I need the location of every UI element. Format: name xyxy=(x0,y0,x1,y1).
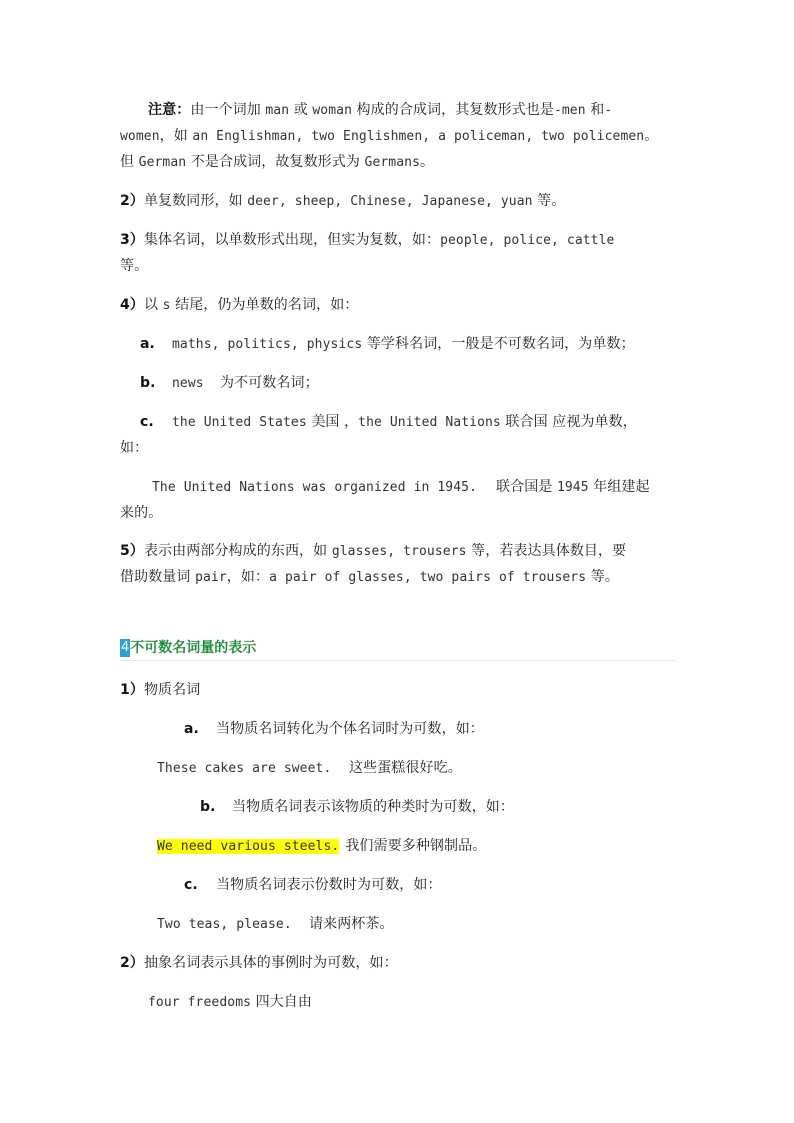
item-number: 4） xyxy=(120,297,144,313)
sec-item-1: 1）物质名词 xyxy=(120,682,201,698)
item-4-example: The United Nations was organized in 1945. 联合国是 1945 年组建起 xyxy=(152,479,650,495)
item-2: 2）单复数同形，如 deer, sheep, Chinese, Japanese, yuan 等。 xyxy=(120,193,566,209)
item-5-cont: 借助数量词 pair，如：a pair of glasses, two pairs of trousers 等。 xyxy=(120,569,619,585)
sub-label: a. xyxy=(184,721,199,737)
item-4: 4）以 s 结尾，仍为单数的名词，如： xyxy=(120,297,359,313)
sec-item-1-b: b. 当物质名词表示该物质的种类时为可数，如： xyxy=(200,799,514,815)
highlighted-example: We need various steels. xyxy=(157,839,340,854)
section-title: 不可数名词量的表示 xyxy=(130,640,257,656)
item-4-c-cont: 如： xyxy=(120,440,149,456)
item-3-cont: 等。 xyxy=(120,258,149,274)
item-number: 2） xyxy=(120,193,144,209)
item-4-c: c. the United States 美国 ，the United Nations 联合国 应视为单数， xyxy=(140,414,637,430)
note-line-2: women，如 an Englishman, two Englishmen, a policeman, two policemen。 xyxy=(120,128,659,144)
item-5: 5）表示由两部分构成的东西，如 glasses, trousers 等，若表达具体数目，要 xyxy=(120,543,627,559)
sec-item-1-a: a. 当物质名词转化为个体名词时为可数，如： xyxy=(184,721,484,737)
note-example: an Englishman, two Englishmen, a policeman, two policemen xyxy=(192,129,645,144)
item-3: 3）集体名词，以单数形式出现，但实为复数，如：people, police, cattle xyxy=(120,232,615,248)
item-number: 3） xyxy=(120,232,144,248)
sec-item-1-a-example: These cakes are sweet. 这些蛋糕很好吃。 xyxy=(157,760,462,776)
sub-label: c. xyxy=(140,414,154,430)
sec-item-1-c: c. 当物质名词表示份数时为可数，如： xyxy=(184,877,442,893)
item-number: 5） xyxy=(120,543,144,559)
sec-item-2-example: four freedoms 四大自由 xyxy=(148,994,312,1010)
sec-item-1-c-example: Two teas, please. 请来两杯茶。 xyxy=(157,916,394,932)
item-4-example-cont: 来的。 xyxy=(120,505,163,521)
sub-label: c. xyxy=(184,877,198,893)
sub-label: a. xyxy=(140,336,155,352)
sub-label: b. xyxy=(200,799,216,815)
item-4-a: a. maths, politics, physics 等学科名词，一般是不可数名词，为单数； xyxy=(140,336,635,352)
sub-label: b. xyxy=(140,375,156,391)
section-heading xyxy=(120,638,676,661)
item-number: 1） xyxy=(120,682,144,698)
note-line-1: 注意：由一个词加 man 或 woman 构成的合成词，其复数形式也是-men 和- xyxy=(148,102,613,118)
note-line-3: 但 German 不是合成词，故复数形式为 Germans。 xyxy=(120,154,435,170)
item-number: 2） xyxy=(120,955,144,971)
note-label: 注意： xyxy=(148,102,191,118)
item-4-b: b. news 为不可数名词； xyxy=(140,375,319,391)
sec-item-1-b-example: We need various steels. 我们需要多种钢制品。 xyxy=(157,838,487,854)
section-number: 4 xyxy=(121,640,130,655)
sec-item-2: 2）抽象名词表示具体的事例时为可数，如： xyxy=(120,955,398,971)
